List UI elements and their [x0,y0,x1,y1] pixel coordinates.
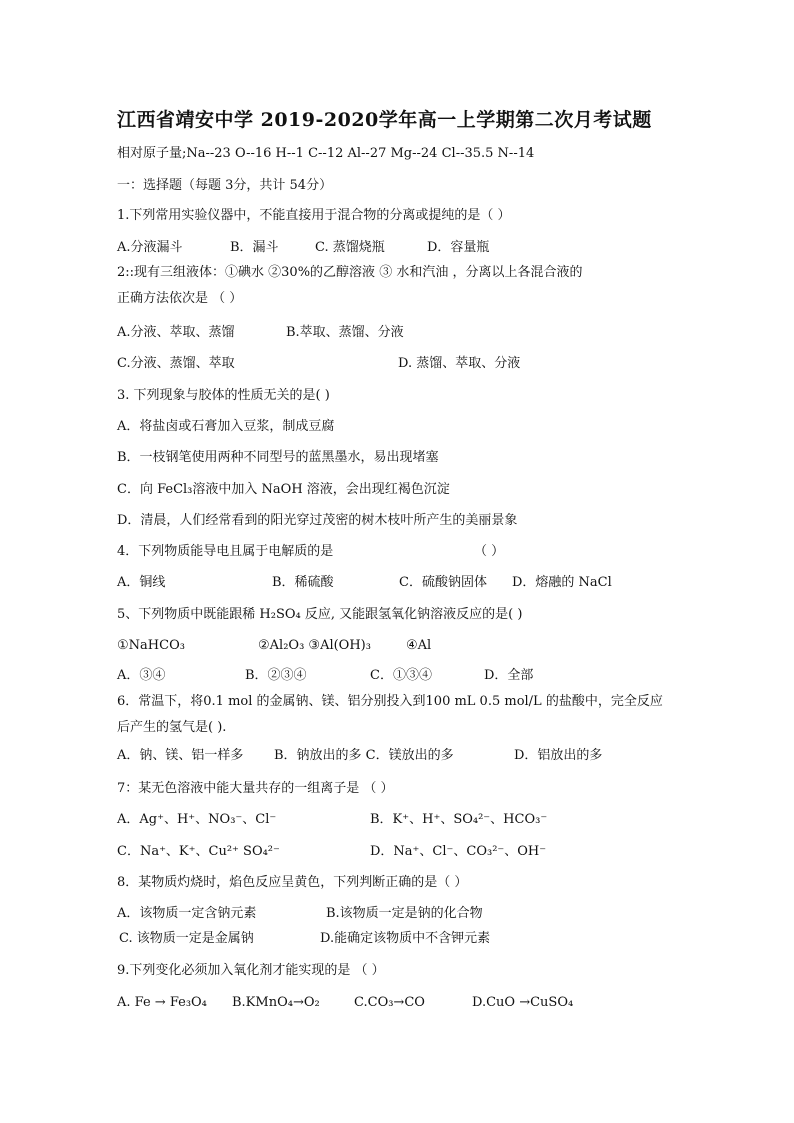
option-b: B．②③④ [245,668,307,683]
question-2-stem-line1: 2::现有三组液体：①碘水 ②30%的乙醇溶液 ③ 水和汽油 ，分离以上各混合液的 [117,265,583,280]
option-a: A.分液漏斗 [117,240,183,255]
option-c: C.CO₃→CO [354,995,425,1010]
question-3-option-b: B．一枝钢笔使用两种不同型号的蓝黑墨水，易出现堵塞 [117,450,439,465]
option-c: C．硫酸钠固体 [399,575,487,590]
question-3-option-c: C．向 FeCl₃溶液中加入 NaOH 溶液，会出现红褐色沉淀 [117,482,450,497]
question-5-stem: 5、下列物质中既能跟稀 H₂SO₄ 反应, 又能跟氢氧化钠溶液反应的是( ) [117,607,523,622]
question-6-stem-line2: 后产生的氢气是( ). [117,720,227,735]
option-a: A．铜线 [117,575,166,590]
atomic-masses: 相对原子量;Na--23 O--16 H--1 C--12 Al--27 Mg--24 Cl--35.5 N--14 [117,146,535,161]
option-c: C. 该物质一定是金属钠 [119,931,254,946]
option-b: B．漏斗 [230,240,279,255]
option-b-c: B．钠放出的多 C．镁放出的多 [274,748,454,763]
option-d: D．Na⁺、Cl⁻、CO₃²⁻、OH⁻ [370,844,547,859]
option-b: B.萃取、蒸馏、分液 [286,325,404,340]
question-3-option-d: D．清晨，人们经常看到的阳光穿过茂密的树木枝叶所产生的美丽景象 [117,513,518,528]
option-a: A. Fe → Fe₃O₄ [117,995,207,1010]
answer-paren: （ ） [474,544,505,559]
question-7-stem: 7：某无色溶液中能大量共存的一组离子是 （ ） [117,781,394,796]
question-3-option-a: A．将盐卤或石膏加入豆浆，制成豆腐 [117,419,335,434]
option-c: C.分液、蒸馏、萃取 [117,356,235,371]
option-a: A.分液、萃取、蒸馏 [117,325,235,340]
option-b: B.该物质一定是钠的化合物 [326,906,483,921]
option-d: D．熔融的 NaCl [512,575,612,590]
option-d: D.能确定该物质中不含钾元素 [320,931,491,946]
question-9-stem: 9.下列变化必须加入氧化剂才能实现的是 （ ） [117,963,385,978]
option-b: B．K⁺、H⁺、SO₄²⁻、HCO₃⁻ [370,812,548,827]
option-d: D．铝放出的多 [514,748,603,763]
question-3-stem: 3. 下列现象与胶体的性质无关的是( ) [117,388,330,403]
option-c: C．Na⁺、K⁺、Cu²⁺ SO₄²⁻ [117,844,280,859]
option-c: C．①③④ [370,668,432,683]
option-a: A．该物质一定含钠元素 [117,906,257,921]
section-heading: 一：选择题（每题 3分，共计 54分） [117,178,333,193]
option-c: C. 蒸馏烧瓶 [315,240,385,255]
item-4: ④Al [406,638,432,653]
item-1: ①NaHCO₃ [117,638,185,653]
question-6-stem-line1: 6．常温下，将0.1 mol 的金属钠、镁、铝分别投入到100 mL 0.5 mol/L 的盐酸中，完全反应 [117,694,663,709]
question-1-stem: 1.下列常用实验仪器中，不能直接用于混合物的分离或提纯的是（ ） [117,208,511,223]
question-4-stem: 4．下列物质能导电且属于电解质的是 [117,544,334,559]
option-b: B.KMnO₄→O₂ [232,995,320,1010]
option-d: D. 蒸馏、萃取、分液 [398,356,521,371]
option-a: A．③④ [117,668,166,683]
question-2-stem-line2: 正确方法依次是 （ ） [117,291,243,306]
option-a: A．Ag⁺、H⁺、NO₃⁻、Cl⁻ [117,812,277,827]
item-2-3: ②Al₂O₃ ③Al(OH)₃ [258,638,371,653]
option-d: D.CuO →CuSO₄ [472,995,574,1010]
option-d: D．全部 [484,668,534,683]
option-b: B．稀硫酸 [272,575,334,590]
question-8-stem: 8．某物质灼烧时，焰色反应呈黄色，下列判断正确的是（ ） [117,875,468,890]
option-a: A．钠、镁、铝一样多 [117,748,244,763]
option-d: D．容量瓶 [427,240,490,255]
page-title: 江西省靖安中学 2019-2020学年高一上学期第二次月考试题 [117,109,652,131]
